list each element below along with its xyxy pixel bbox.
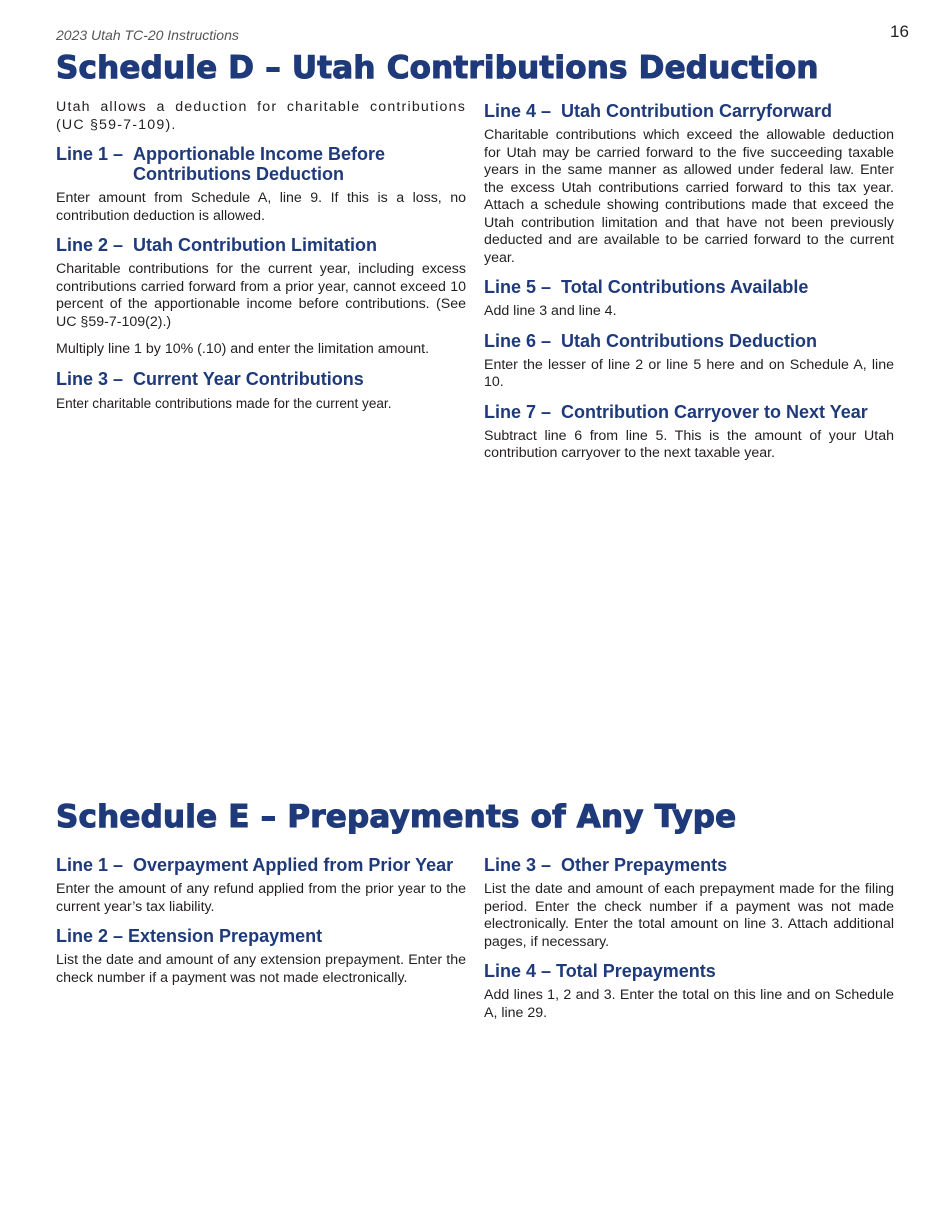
- schedule-d-line2-instruction: Multiply line 1 by 10% (.10) and enter the limitation amount.: [56, 341, 430, 357]
- schedule-d-line1-heading: [56, 144, 466, 184]
- schedule-e-line2-text: List the date and amount of any extension prepayment. Enter the check number if a payment was not made electronically.: [56, 952, 466, 986]
- schedule-d-line6-heading: [484, 331, 894, 351]
- schedule-d-line1-text: Enter amount from Schedule A, line 9. If this is a loss, no contribution deduction is allowed.: [56, 190, 466, 224]
- schedule-d-line5-heading: [484, 277, 894, 297]
- schedule-d-title: Schedule D – Utah Contributions Deduction: [56, 50, 819, 86]
- line-label: Line 3 –: [56, 368, 134, 389]
- schedule-d-line7-text: Subtract line 6 from line 5. This is the amount of your Utah contribution carryover to the next taxable year.: [484, 427, 894, 461]
- schedule-d-line3-text: Enter charitable contributions made for the current year.: [56, 395, 392, 411]
- schedule-e-line3-heading: [484, 855, 894, 875]
- schedule-d-line4-text: Charitable contributions which exceed the allowable deduction for Utah may be carried forward to the five succeeding taxable years in the same manner as allowed under federal law. Enter the excess Utah contributions carried forward to this tax year. Attach a schedule showing contributions made that exceed the Utah contribution limitation and that have not been previously deducted and are available to be carried forward to the current year.: [484, 127, 894, 266]
- line-title: Total Prepayments: [556, 961, 716, 981]
- line-label: Line 3 –: [484, 855, 562, 875]
- line-label: Line 4 –: [484, 101, 562, 121]
- line-label: Line 7 –: [484, 401, 562, 422]
- schedule-e-left-column: [56, 855, 466, 997]
- schedule-d-intro: Utah allows a deduction for charitable contributions (UC §59-7-109).: [56, 99, 466, 133]
- line-title: Utah Contribution Carryforward: [561, 101, 833, 121]
- line-title: Current Year Contributions: [133, 368, 364, 389]
- running-header: 2023 Utah TC-20 Instructions: [56, 27, 239, 43]
- line-title: Total Contributions Available: [561, 277, 809, 297]
- line-label: Line 4 –: [484, 961, 557, 981]
- schedule-e-line1-text: Enter the amount of any refund applied from the prior year to the current year’s tax liability.: [56, 881, 466, 915]
- page-number: 16: [890, 22, 909, 41]
- line-label: Line 5 –: [484, 277, 562, 297]
- line-title: Utah Contributions Deduction: [561, 330, 818, 351]
- schedule-d-line3-heading: [56, 369, 466, 389]
- schedule-e-line3-text: List the date and amount of each prepayment made for the filing period. Enter the check number if a payment was not made electronically. Enter the total amount on line 3. Attach additional pages, if necessary.: [484, 881, 894, 950]
- line-title: Contribution Carryover to Next Year: [561, 401, 868, 422]
- schedule-d-line6-text: Enter the lesser of line 2 or line 5 here and on Schedule A, line 10.: [484, 356, 894, 390]
- line-title: Other Prepayments: [561, 855, 728, 875]
- line-title: Extension Prepayment: [128, 926, 323, 946]
- line-label: Line 2 –: [56, 235, 134, 255]
- schedule-d-right-column: [484, 101, 894, 473]
- schedule-e-line4-text: Add lines 1, 2 and 3. Enter the total on this line and on Schedule A, line 29.: [484, 987, 894, 1021]
- line-label: Line 1 –: [56, 855, 134, 875]
- schedule-e-line1-heading: [56, 855, 466, 875]
- schedule-d-line5-text: Add line 3 and line 4.: [484, 303, 617, 319]
- line-title: Overpayment Applied from Prior Year: [133, 855, 454, 875]
- line-label: Line 1 –: [56, 144, 134, 164]
- line-title: Utah Contribution Limitation: [133, 235, 377, 255]
- schedule-e-title: Schedule E – Prepayments of Any Type: [56, 799, 737, 835]
- schedule-e-right-column: [484, 855, 894, 1032]
- schedule-d-line2-text: Charitable contributions for the current year, including excess contributions carried forward from a prior year, cannot exceed 10 percent of the apportionable income before contributions. (See UC §59-7-109(2).): [56, 261, 466, 330]
- line-label: Line 6 –: [484, 330, 562, 351]
- schedule-d-line4-heading: [484, 101, 894, 121]
- schedule-d-line2-heading: [56, 235, 466, 255]
- schedule-d-line7-heading: [484, 402, 894, 422]
- line-title: Apportionable Income Before Contributions Deduction: [133, 144, 386, 184]
- schedule-e-line4-heading: [484, 961, 894, 981]
- schedule-e-line2-heading: [56, 926, 466, 946]
- schedule-d-left-column: [56, 99, 466, 422]
- line-label: Line 2 –: [56, 926, 129, 946]
